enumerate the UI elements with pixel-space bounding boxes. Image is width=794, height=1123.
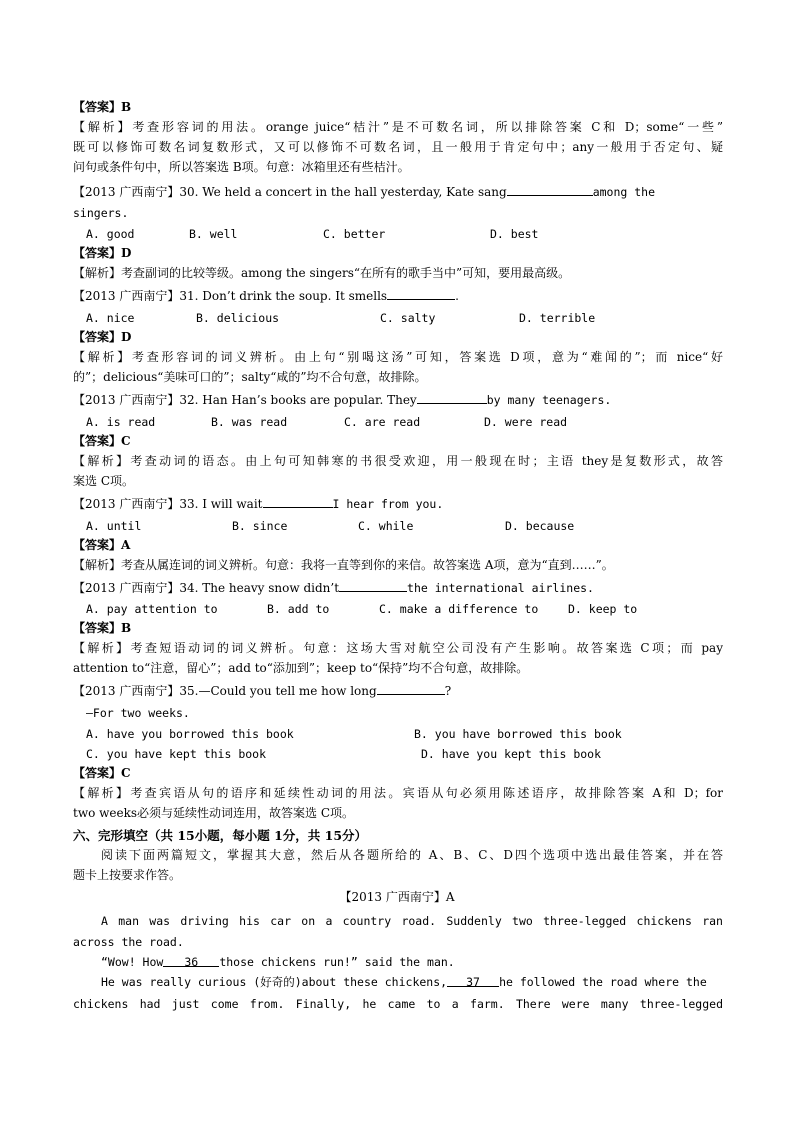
explanation-line: 【解析】考查短语动词的词义辨析。句意：这场大雪对航空公司没有产生影响。故答案选 C项；而 pay: [73, 641, 723, 655]
explanation-line: 【解析】考查动词的语态。由上句可知韩寒的书很受欢迎，用一般现在时；主语 they是复数形式，故答: [73, 454, 723, 468]
cloze-blank-37: 37: [447, 974, 499, 987]
explanation-line: attention to“注意，留心”；add to“添加到”；keep to“保持”均不合句意，故排除。: [73, 661, 529, 675]
option: C. make a difference to: [379, 602, 539, 616]
explanation-line: 【解析】考查形容词的词义辨析。由上句“别喝这汤”可知，答案选 D项，意为“难闻的”；而 nice“好: [73, 350, 723, 364]
explanation-line: 【解析】考查宾语从句的语序和延续性动词的用法。宾语从句必须用陈述语序，故排除答案 A和 D；for: [73, 786, 723, 800]
answer-label: 【答案】C: [73, 766, 131, 780]
question-30: 【2013 广西南宁】30. We held a concert in the hall yesterday, Kate sang among the: [73, 185, 655, 199]
answer-label: 【答案】B: [73, 100, 132, 114]
option: D. because: [505, 519, 575, 533]
option: A. is read: [86, 415, 156, 429]
passage-title: 【2013 广西南宁】A: [339, 890, 455, 904]
option: A. have you borrowed this book: [86, 727, 294, 741]
instructions-line: 题卡上按要求作答。: [73, 868, 182, 882]
option: B. well: [189, 227, 238, 241]
answer-blank: [417, 391, 487, 404]
passage-line: across the road.: [73, 935, 184, 949]
option: A. nice: [86, 311, 135, 325]
question-line: —For two weeks.: [86, 706, 190, 720]
question-34: 【2013 广西南宁】34. The heavy snow didn’t the international airlines.: [73, 581, 594, 595]
answer-label: 【答案】C: [73, 434, 131, 448]
instructions-line: 阅读下面两篇短文，掌握其大意，然后从各题所给的 A、B、C、D四个选项中选出最佳答案，并在答: [101, 848, 723, 862]
answer-blank: [507, 183, 593, 196]
answer-label: 【答案】B: [73, 621, 132, 635]
option: D. keep to: [568, 602, 638, 616]
option: C. you have kept this book: [86, 747, 267, 761]
explanation-line: two weeks必须与延续性动词连用，故答案选 C项。: [73, 806, 355, 820]
answer-label: 【答案】A: [73, 538, 131, 552]
section-heading: 六、完形填空（共 15小题，每小题 1分，共 15分）: [73, 828, 368, 843]
passage-line: chickens had just come from. Finally, he came to a farm. There were many three-legged: [73, 997, 723, 1011]
option: C. are read: [344, 415, 421, 429]
question-32: 【2013 广西南宁】32. Han Han’s books are popular. They by many teenagers.: [73, 393, 612, 407]
option: A. good: [86, 227, 135, 241]
explanation-line: 问句或条件句中，所以答案选 B项。句意：冰箱里还有些桔汁。: [73, 160, 410, 174]
option: B. you have borrowed this book: [414, 727, 622, 741]
passage-line: A man was driving his car on a country road. Suddenly two three-legged chickens ran: [101, 914, 723, 928]
option: B. since: [232, 519, 288, 533]
explanation-line: 既可以修饰可数名词复数形式，又可以修饰不可数名词，且一般用于肯定句中；any一般用于否定句、疑: [73, 140, 723, 154]
question-33: 【2013 广西南宁】33. I will wait I hear from you.: [73, 497, 444, 511]
answer-blank: [377, 682, 445, 695]
answer-label: 【答案】D: [73, 246, 132, 260]
option: D. have you kept this book: [421, 747, 602, 761]
option: C. while: [358, 519, 414, 533]
answer-blank: [339, 579, 407, 592]
option: C. salty: [380, 311, 436, 325]
question-31: 【2013 广西南宁】31. Don’t drink the soup. It smells .: [73, 289, 459, 303]
question-35: 【2013 广西南宁】35.—Could you tell me how long ?: [73, 684, 452, 698]
option: D. terrible: [519, 311, 596, 325]
option: B. add to: [267, 602, 330, 616]
option: A. pay attention to: [86, 602, 218, 616]
option: D. were read: [484, 415, 568, 429]
answer-blank: [387, 287, 455, 300]
passage-line: “Wow! How 36 those chickens run!” said the man.: [101, 955, 455, 969]
option: A. until: [86, 519, 142, 533]
option: B. delicious: [196, 311, 280, 325]
option: B. was read: [211, 415, 288, 429]
explanation-line: 的”；delicious“美味可口的”；salty“咸的”均不合句意，故排除。: [73, 370, 427, 384]
explanation-line: 【解析】考查副词的比较等级。among the singers“在所有的歌手当中”可知，要用最高级。: [73, 266, 571, 280]
explanation-line: 案选 C项。: [73, 474, 134, 488]
question-line: singers.: [73, 206, 129, 220]
explanation-line: 【解析】考查形容词的用法。orange juice“桔汁”是不可数名词，所以排除答案 C和 D；some“一些”: [73, 120, 723, 134]
option: D. best: [490, 227, 539, 241]
answer-label: 【答案】D: [73, 330, 132, 344]
cloze-blank-36: 36: [163, 954, 219, 967]
explanation-line: 【解析】考查从属连词的词义辨析。句意：我将一直等到你的来信。故答案选 A项，意为“直到……”。: [73, 558, 614, 572]
passage-line: He was really curious (好奇的)about these chickens, 37 he followed the road where the: [101, 975, 707, 989]
option: C. better: [323, 227, 386, 241]
answer-blank: [263, 495, 333, 508]
